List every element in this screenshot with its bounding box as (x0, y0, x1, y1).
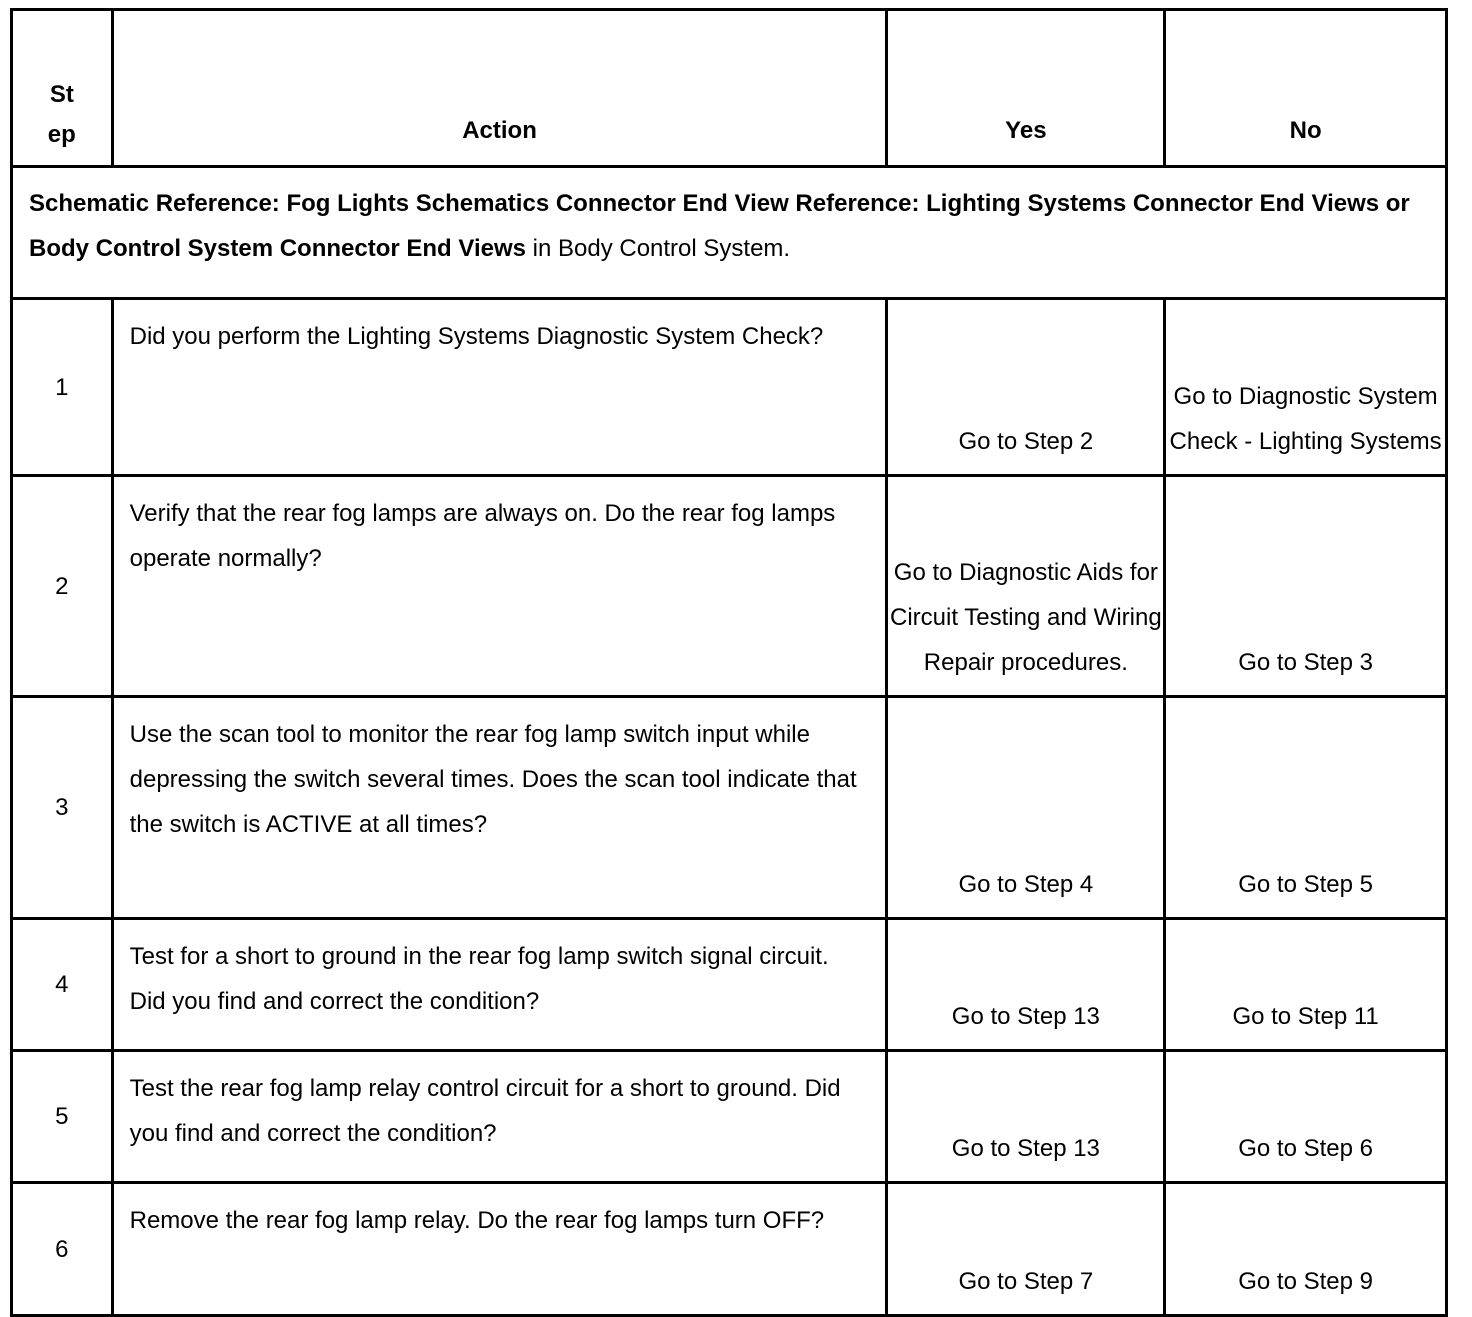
no-result: Go to Step 6 (1165, 1051, 1447, 1183)
diagnostic-table (10, 8, 1448, 1317)
action-text: Verify that the rear fog lamps are always on. Do the rear fog lamps operate normally? (112, 476, 887, 697)
action-text: Remove the rear fog lamp relay. Do the rear fog lamps turn OFF? (112, 1183, 887, 1316)
table-row (12, 697, 1447, 919)
yes-result: Go to Diagnostic Aids for Circuit Testing and Wiring Repair procedures. (887, 476, 1165, 697)
reference-plain-text: in Body Control System. (525, 235, 791, 262)
table-row (12, 1183, 1447, 1316)
no-result: Go to Step 11 (1165, 919, 1447, 1051)
header-step-line2: ep (47, 121, 76, 148)
table-row (12, 919, 1447, 1051)
action-text: Test the rear fog lamp relay control circuit for a short to ground. Did you find and correct the condition? (112, 1051, 887, 1183)
table-row (12, 299, 1447, 476)
step-number: 5 (12, 1051, 113, 1183)
step-number: 4 (12, 919, 113, 1051)
yes-result: Go to Step 13 (887, 919, 1165, 1051)
step-number: 1 (12, 299, 113, 476)
header-action: Action (112, 10, 887, 167)
header-no: No (1165, 10, 1447, 167)
yes-result: Go to Step 13 (887, 1051, 1165, 1183)
action-text: Did you perform the Lighting Systems Diagnostic System Check? (112, 299, 887, 476)
no-result: Go to Step 9 (1165, 1183, 1447, 1316)
no-result: Go to Diagnostic System Check - Lighting Systems (1165, 299, 1447, 476)
header-row (12, 10, 1447, 167)
step-number: 2 (12, 476, 113, 697)
table-row (12, 1051, 1447, 1183)
step-number: 6 (12, 1183, 113, 1316)
yes-result: Go to Step 2 (887, 299, 1165, 476)
table-row (12, 476, 1447, 697)
action-text: Use the scan tool to monitor the rear fog lamp switch input while depressing the switch several times. Does the scan tool indicate that the switch is ACTIVE at all times? (112, 697, 887, 919)
yes-result: Go to Step 4 (887, 697, 1165, 919)
header-step-line1: St (49, 81, 74, 108)
reference-row (12, 167, 1447, 299)
yes-result: Go to Step 7 (887, 1183, 1165, 1316)
header-step (12, 10, 113, 167)
no-result: Go to Step 3 (1165, 476, 1447, 697)
header-yes: Yes (887, 10, 1165, 167)
action-text: Test for a short to ground in the rear fog lamp switch signal circuit. Did you find and correct the condition? (112, 919, 887, 1051)
reference-cell (12, 167, 1447, 299)
reference-bold-text: Schematic Reference: Fog Lights Schematics Connector End View Reference: Lighting Systems Connector End Views or Body Control System Connector End Views (29, 190, 1410, 262)
no-result: Go to Step 5 (1165, 697, 1447, 919)
step-number: 3 (12, 697, 113, 919)
